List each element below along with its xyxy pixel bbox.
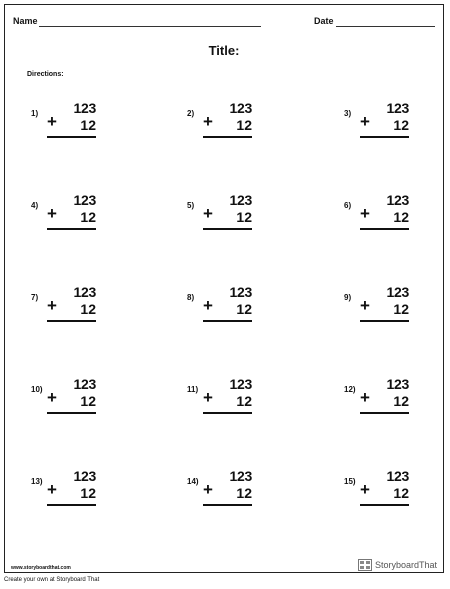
problem-bottom-number: 12 <box>393 301 409 317</box>
addition-problem <box>31 192 111 242</box>
answer-line <box>47 412 96 414</box>
problem-bottom-number: 12 <box>236 301 252 317</box>
logo-text: StoryboardThat <box>374 560 437 570</box>
plus-operator: + <box>47 204 57 223</box>
problem-number: 8) <box>187 293 195 302</box>
date-label: Date <box>314 16 334 26</box>
problem-number: 10) <box>31 385 43 394</box>
problem-top-number: 123 <box>386 100 409 116</box>
worksheet-title: Title: <box>208 43 240 58</box>
plus-operator: + <box>203 204 213 223</box>
addition-problem <box>187 284 267 334</box>
problem-top-number: 123 <box>386 376 409 392</box>
problem-top-number: 123 <box>73 284 96 300</box>
storyboard-grid-icon <box>358 559 372 571</box>
problem-bottom-number: 12 <box>80 117 96 133</box>
date-line <box>336 26 435 27</box>
directions-label: Directions: <box>27 71 64 78</box>
problem-bottom-number: 12 <box>80 209 96 225</box>
addition-problem <box>344 100 424 150</box>
addition-problem <box>187 100 267 150</box>
answer-line <box>47 136 96 138</box>
problem-top-number: 123 <box>73 468 96 484</box>
problem-number: 4) <box>31 201 39 210</box>
plus-operator: + <box>360 388 370 407</box>
problem-top-number: 123 <box>229 376 252 392</box>
problem-number: 12) <box>344 385 356 394</box>
name-label: Name <box>13 16 38 26</box>
answer-line <box>360 136 409 138</box>
answer-line <box>47 228 96 230</box>
problem-number: 11) <box>187 385 199 394</box>
plus-operator: + <box>203 388 213 407</box>
problem-number: 14) <box>187 477 199 486</box>
answer-line <box>360 228 409 230</box>
answer-line <box>360 412 409 414</box>
plus-operator: + <box>360 296 370 315</box>
problem-top-number: 123 <box>229 100 252 116</box>
plus-operator: + <box>203 480 213 499</box>
worksheet-page <box>4 4 444 573</box>
problem-top-number: 123 <box>386 468 409 484</box>
footer-url: www.storyboardthat.com <box>11 565 71 571</box>
problem-number: 9) <box>344 293 352 302</box>
plus-operator: + <box>203 112 213 131</box>
answer-line <box>203 412 252 414</box>
storyboardthat-logo <box>358 558 437 572</box>
problem-top-number: 123 <box>229 468 252 484</box>
problem-bottom-number: 12 <box>393 393 409 409</box>
addition-problem <box>31 468 111 518</box>
problem-number: 15) <box>344 477 356 486</box>
answer-line <box>47 504 96 506</box>
problem-number: 3) <box>344 109 352 118</box>
answer-line <box>360 504 409 506</box>
problem-bottom-number: 12 <box>393 117 409 133</box>
addition-problem <box>344 468 424 518</box>
problem-bottom-number: 12 <box>80 393 96 409</box>
name-line <box>39 26 261 27</box>
addition-problem <box>344 284 424 334</box>
plus-operator: + <box>360 480 370 499</box>
addition-problem <box>187 468 267 518</box>
addition-problem <box>31 284 111 334</box>
problem-top-number: 123 <box>73 100 96 116</box>
plus-operator: + <box>47 480 57 499</box>
addition-problem <box>344 376 424 426</box>
problem-top-number: 123 <box>386 192 409 208</box>
plus-operator: + <box>203 296 213 315</box>
problem-bottom-number: 12 <box>236 393 252 409</box>
problem-bottom-number: 12 <box>236 209 252 225</box>
plus-operator: + <box>47 296 57 315</box>
problem-top-number: 123 <box>229 284 252 300</box>
addition-problem <box>187 192 267 242</box>
plus-operator: + <box>47 388 57 407</box>
problem-number: 5) <box>187 201 195 210</box>
addition-problem <box>31 376 111 426</box>
problem-number: 13) <box>31 477 43 486</box>
problem-top-number: 123 <box>73 192 96 208</box>
plus-operator: + <box>360 112 370 131</box>
problem-number: 2) <box>187 109 195 118</box>
problem-number: 6) <box>344 201 352 210</box>
answer-line <box>47 320 96 322</box>
problem-bottom-number: 12 <box>236 117 252 133</box>
answer-line <box>203 136 252 138</box>
answer-line <box>360 320 409 322</box>
addition-problem <box>344 192 424 242</box>
problem-number: 7) <box>31 293 39 302</box>
addition-problem <box>187 376 267 426</box>
problem-bottom-number: 12 <box>80 485 96 501</box>
problem-top-number: 123 <box>229 192 252 208</box>
problem-bottom-number: 12 <box>393 485 409 501</box>
addition-problem <box>31 100 111 150</box>
problem-bottom-number: 12 <box>393 209 409 225</box>
problem-bottom-number: 12 <box>80 301 96 317</box>
problem-number: 1) <box>31 109 39 118</box>
problem-bottom-number: 12 <box>236 485 252 501</box>
problem-top-number: 123 <box>73 376 96 392</box>
plus-operator: + <box>47 112 57 131</box>
answer-line <box>203 504 252 506</box>
problem-top-number: 123 <box>386 284 409 300</box>
caption: Create your own at Storyboard That <box>4 577 100 583</box>
answer-line <box>203 320 252 322</box>
answer-line <box>203 228 252 230</box>
plus-operator: + <box>360 204 370 223</box>
